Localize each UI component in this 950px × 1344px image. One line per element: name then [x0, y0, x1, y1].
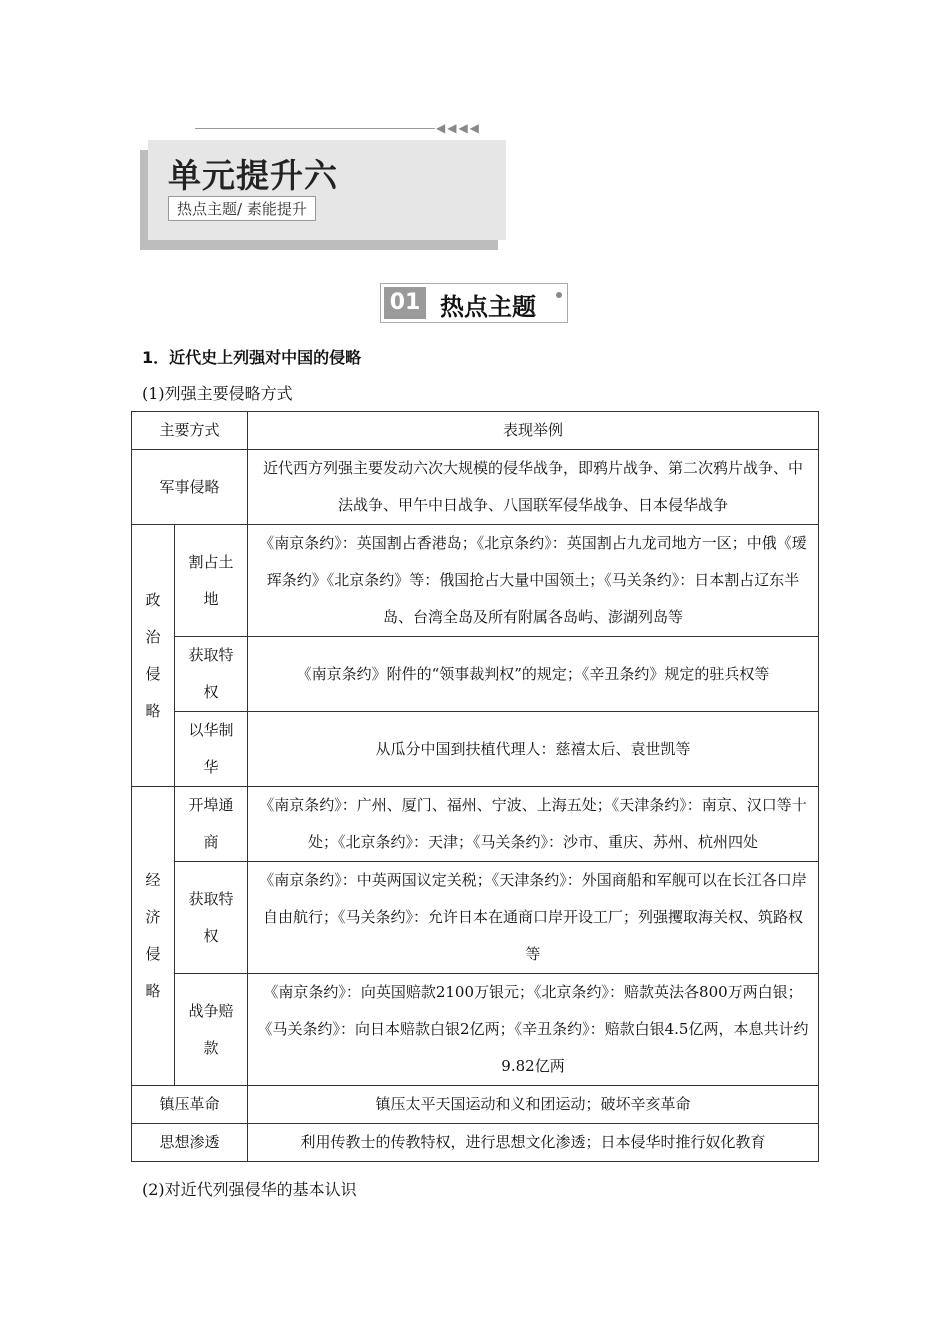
- row-label: 军事侵略: [132, 450, 248, 525]
- row-label: 思想渗透: [132, 1124, 248, 1162]
- table-row: [132, 525, 819, 637]
- arrow-left-icon: ◀◀◀◀: [436, 121, 481, 135]
- row-content: 利用传教士的传教特权，进行思想文化渗透；日本侵华时推行奴化教育: [248, 1124, 819, 1162]
- table-row: [132, 787, 819, 862]
- section-header: [380, 283, 570, 323]
- section-number: 01: [384, 287, 426, 319]
- decor-line: [195, 128, 435, 129]
- row-sublabel: 割占土地: [175, 525, 248, 637]
- table-row: [132, 1124, 819, 1162]
- table-row: [132, 862, 819, 974]
- group-label-political: 政治侵略: [132, 525, 175, 787]
- row-content: 《南京条约》：英国割占香港岛；《北京条约》：英国割占九龙司地方一区；中俄《瑷珲条约》《北京条约》等：俄国抢占大量中国领土；《马关条约》：日本割占辽东半岛、台湾全岛及所有附属各岛屿、澎湖列岛等: [248, 525, 819, 637]
- header-examples: 表现举例: [248, 412, 819, 450]
- row-sublabel: 以华制华: [175, 712, 248, 787]
- row-content: 近代西方列强主要发动六次大规模的侵华战争，即鸦片战争、第二次鸦片战争、中法战争、甲午中日战争、八国联军侵华战争、日本侵华战争: [248, 450, 819, 525]
- row-content: 镇压太平天国运动和义和团运动；破坏辛亥革命: [248, 1086, 819, 1124]
- table-row: [132, 974, 819, 1086]
- subheading-2: (2)对近代列强侵华的基本认识: [142, 1180, 357, 1199]
- row-sublabel: 开埠通商: [175, 787, 248, 862]
- heading-1: 1．近代史上列强对中国的侵略: [142, 348, 362, 367]
- row-content: 《南京条约》：中英两国议定关税；《天津条约》：外国商船和军舰可以在长江各口岸自由航行；《马关条约》：允许日本在通商口岸开设工厂；列强攫取海关权、筑路权等: [248, 862, 819, 974]
- table-row: [132, 712, 819, 787]
- unit-banner: [148, 140, 506, 240]
- row-content: 从瓜分中国到扶植代理人：慈禧太后、袁世凯等: [248, 712, 819, 787]
- dot-icon: [556, 292, 562, 298]
- row-content: 《南京条约》附件的“领事裁判权”的规定；《辛丑条约》规定的驻兵权等: [248, 637, 819, 712]
- row-label: 镇压革命: [132, 1086, 248, 1124]
- table-row: [132, 450, 819, 525]
- unit-subtitle: 热点主题/ 素能提升: [168, 196, 316, 221]
- table-row: [132, 637, 819, 712]
- table-header-row: [132, 412, 819, 450]
- subheading-1: (1)列强主要侵略方式: [142, 384, 293, 403]
- section-title: 热点主题: [440, 293, 536, 321]
- row-sublabel: 战争赔款: [175, 974, 248, 1086]
- header-method: 主要方式: [132, 412, 248, 450]
- row-content: 《南京条约》：广州、厦门、福州、宁波、上海五处；《天津条约》：南京、汉口等十处；《北京条约》：天津；《马关条约》：沙市、重庆、苏州、杭州四处: [248, 787, 819, 862]
- group-label-economic: 经济侵略: [132, 787, 175, 1086]
- row-sublabel: 获取特权: [175, 862, 248, 974]
- unit-title: 单元提升六: [168, 156, 338, 195]
- table-row: [132, 1086, 819, 1124]
- row-content: 《南京条约》：向英国赔款2100万银元；《北京条约》：赔款英法各800万两白银；《马关条约》：向日本赔款白银2亿两；《辛丑条约》：赔款白银4.5亿两，本息共计约9.82亿两: [248, 974, 819, 1086]
- aggression-table: [131, 411, 819, 1162]
- row-sublabel: 获取特权: [175, 637, 248, 712]
